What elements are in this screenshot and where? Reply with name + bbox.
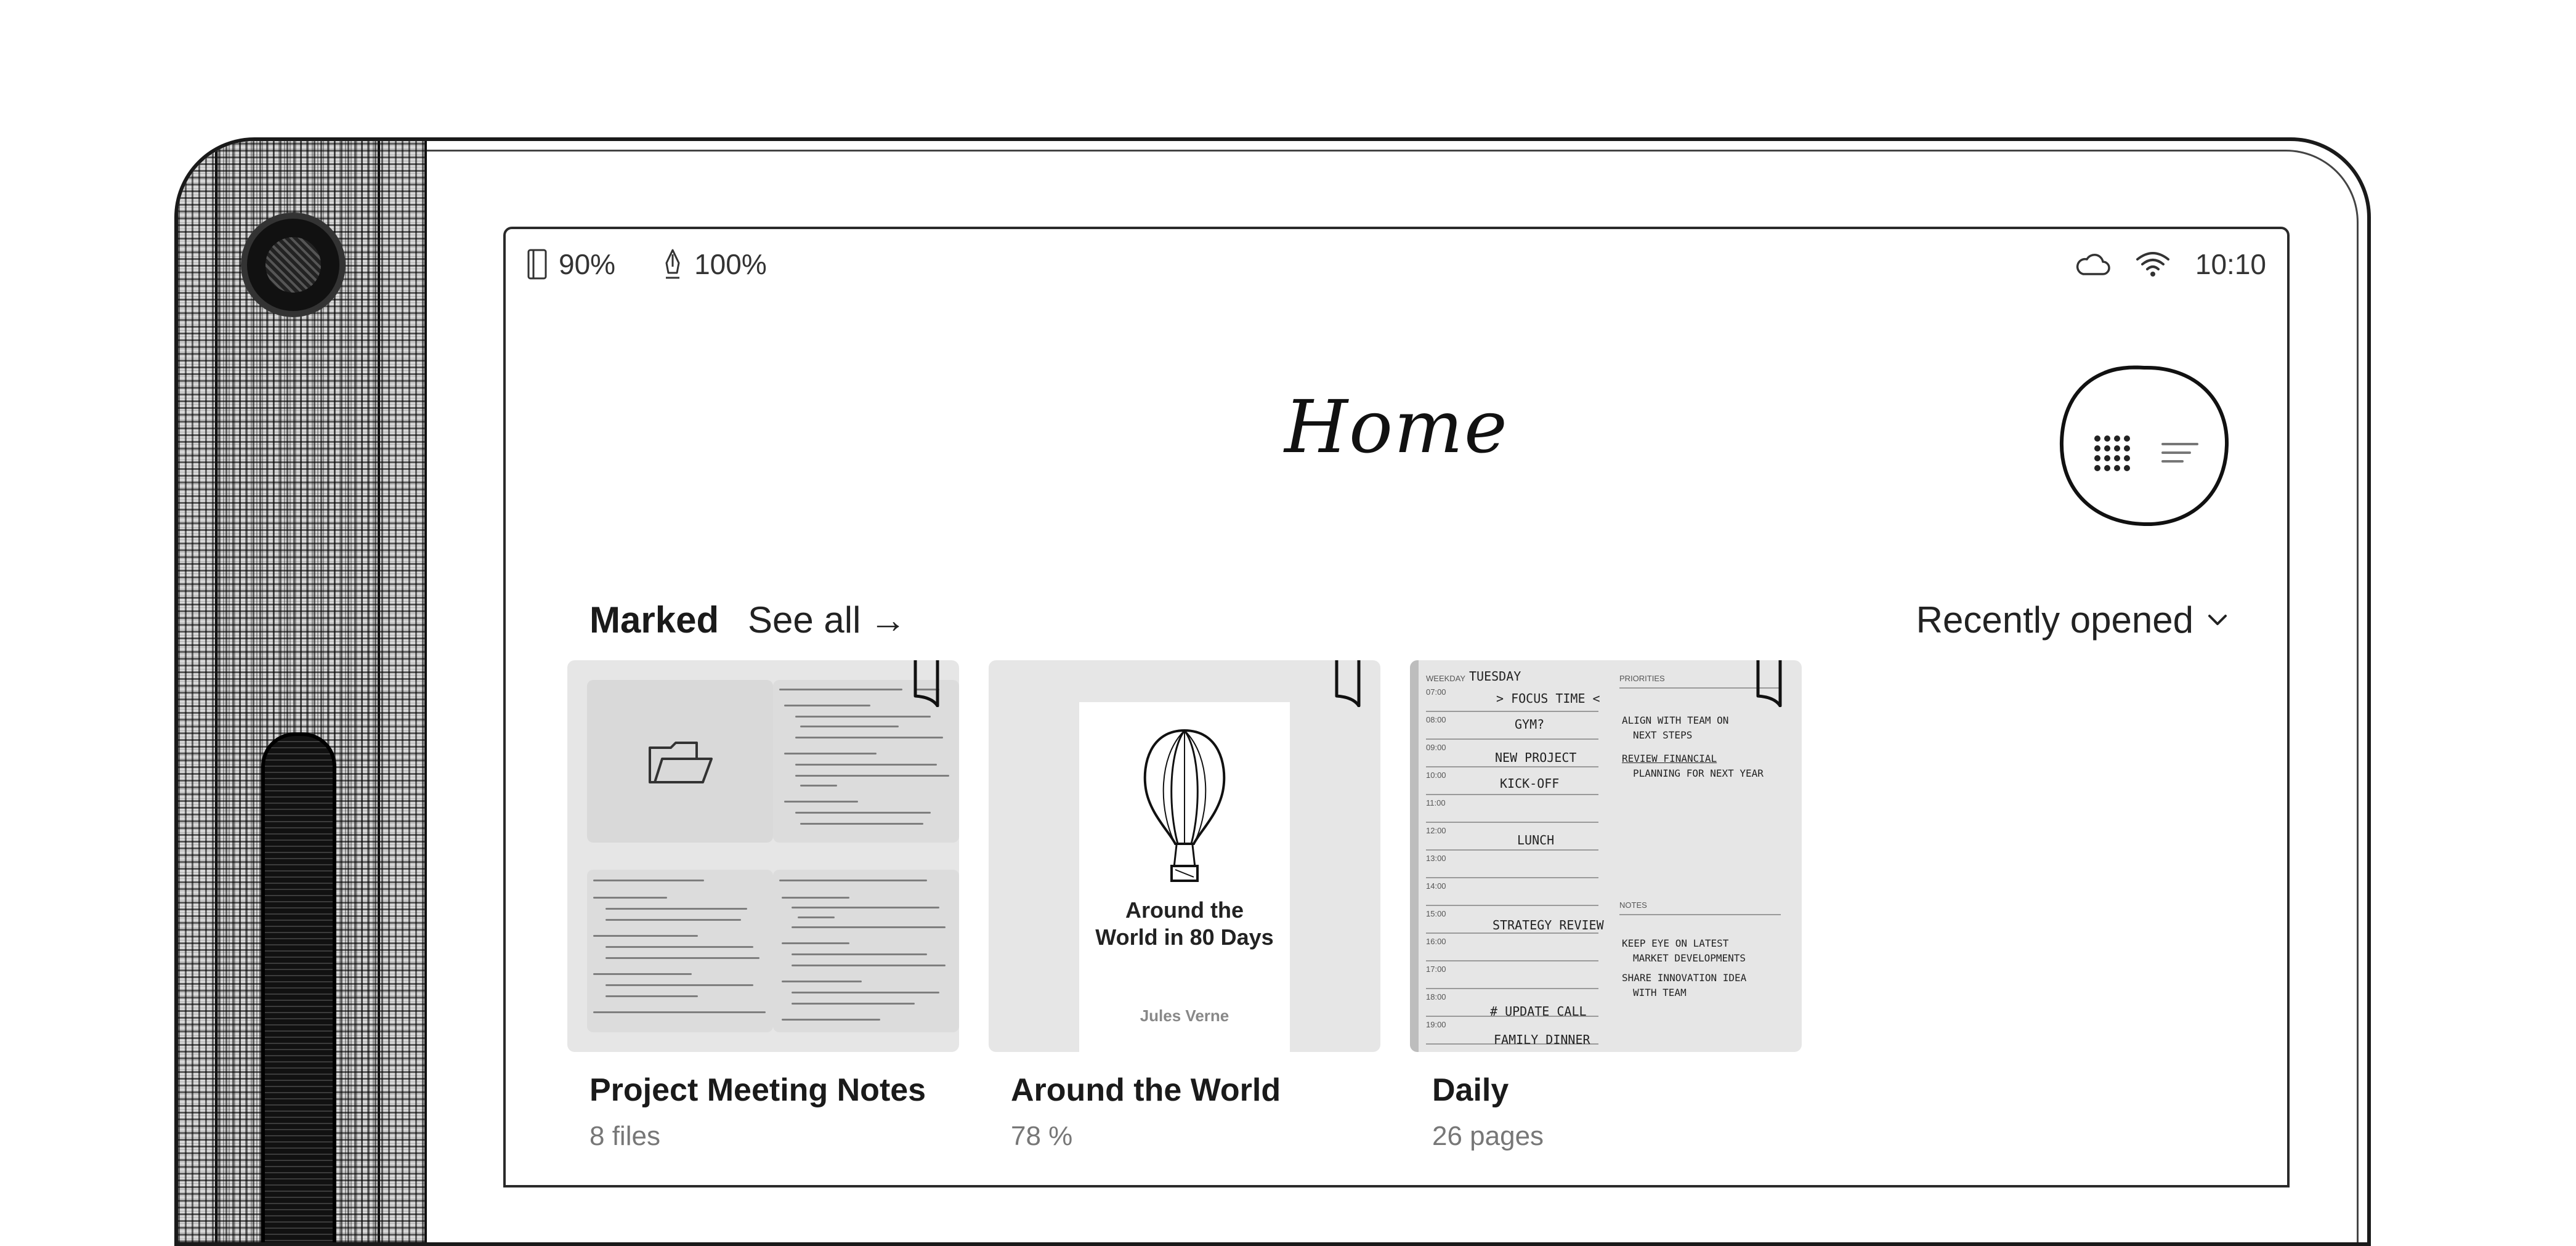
card-title: Around the World [1011,1072,1281,1108]
view-toggle[interactable] [2052,355,2224,528]
planner-rule [1426,711,1598,712]
planner-notes-label: NOTES [1619,900,1647,910]
planner-thumbnail [1410,660,1802,1052]
bookmark-icon[interactable] [913,660,939,710]
folder-thumbnail [567,660,959,1052]
planner-entry: > FOCUS TIME < [1496,691,1600,706]
planner-note: KEEP EYE ON LATEST [1622,937,1729,949]
cloud-icon[interactable] [2075,252,2110,277]
card-title: Daily [1432,1072,1509,1108]
planner-rule [1426,766,1598,767]
planner-entry: KICK-OFF [1500,776,1560,791]
planner-rule [1426,794,1598,795]
balloon-illustration [1138,727,1231,887]
planner-entry: LUNCH [1517,833,1555,848]
see-all-label: See all [748,599,861,641]
sort-label: Recently opened [1916,599,2193,641]
bookmark-icon[interactable] [1335,660,1361,710]
planner-time-label: 07:00 [1426,687,1446,697]
book-title [1079,897,1290,951]
planner-rule [1426,738,1598,740]
card-project-meeting-notes[interactable] [567,660,959,1151]
bookmark-icon[interactable] [1756,660,1782,710]
section-title: Marked [589,599,719,641]
planner-entry: NEW PROJECT [1495,750,1577,765]
planner-time-label: 13:00 [1426,854,1446,863]
planner-weekday: TUESDAY [1469,669,1521,684]
planner-time-label: 17:00 [1426,965,1446,974]
folio-cover [178,141,427,1242]
book-title-line: Around the [1125,897,1244,923]
planner-time-label: 16:00 [1426,937,1446,946]
planner-rule [1426,905,1598,906]
book-cover [1079,702,1290,1052]
planner-time-label: 15:00 [1426,909,1446,918]
planner-priority: NEXT STEPS [1633,729,1693,741]
wifi-icon[interactable] [2135,251,2171,278]
screen [503,227,2290,1187]
planner-note: MARKET DEVELOPMENTS [1633,952,1746,964]
planner-time-label: 19:00 [1426,1020,1446,1029]
battery-level: 90% [559,248,616,280]
planner-time-label: 18:00 [1426,992,1446,1001]
planner-time-label: 08:00 [1426,715,1446,724]
cover-button [241,212,346,317]
pen-holder [261,732,336,1246]
sort-dropdown[interactable] [1916,599,2228,641]
planner-priority: ALIGN WITH TEAM ON [1622,714,1729,726]
planner-entry: GYM? [1515,717,1545,732]
planner-note: WITH TEAM [1633,987,1687,998]
note-preview [773,870,959,1032]
planner-rule [1426,932,1598,934]
card-meta: 78 % [1011,1121,1073,1151]
card-daily[interactable] [1410,660,1802,1151]
planner-rule [1426,988,1598,989]
planner-time-label: 11:00 [1426,798,1446,807]
pen-icon [662,248,683,280]
folder-icon [646,738,715,787]
card-meta: 8 files [589,1121,660,1151]
planner-entry: # UPDATE CALL [1490,1004,1587,1019]
planner-entry: STRATEGY REVIEW [1493,918,1604,932]
battery-icon [527,248,548,280]
planner-priority: PLANNING FOR NEXT YEAR [1633,767,1764,779]
note-preview [587,870,773,1032]
card-title: Project Meeting Notes [589,1072,926,1108]
planner-rule [1426,849,1598,851]
planner-time-label: 14:00 [1426,881,1446,891]
card-meta: 26 pages [1432,1121,1544,1151]
clock: 10:10 [2195,248,2266,280]
planner-rule [1426,877,1598,878]
planner-rule [1426,960,1598,961]
card-around-the-world[interactable] [989,660,1380,1151]
planner-priorities-label: PRIORITIES [1619,674,1665,683]
section-header [589,599,2228,660]
folder-tile [587,680,773,843]
planner-entry: FAMILY DINNER [1494,1032,1590,1047]
book-title-line: World in 80 Days [1095,924,1274,950]
chevron-down-icon [2207,613,2228,627]
planner-time-label: 12:00 [1426,826,1446,835]
book-thumbnail [989,660,1380,1052]
arrow-right-icon: → [869,599,907,641]
planner-note: SHARE INNOVATION IDEA [1622,972,1747,984]
pen-battery-level: 100% [694,248,767,280]
planner-time-label: 10:00 [1426,771,1446,780]
status-bar [506,229,2287,297]
page-title: Home [1284,384,1509,469]
planner-rule [1426,822,1598,823]
planner-priority: REVIEW FINANCIAL [1622,753,1717,764]
planner-time-label: 09:00 [1426,743,1446,752]
planner-rule [1619,914,1781,915]
book-author: Jules Verne [1140,1006,1229,1025]
planner-spine [1410,660,1419,1052]
see-all-link[interactable] [748,599,906,641]
planner-weekday-label: WEEKDAY [1426,674,1466,683]
